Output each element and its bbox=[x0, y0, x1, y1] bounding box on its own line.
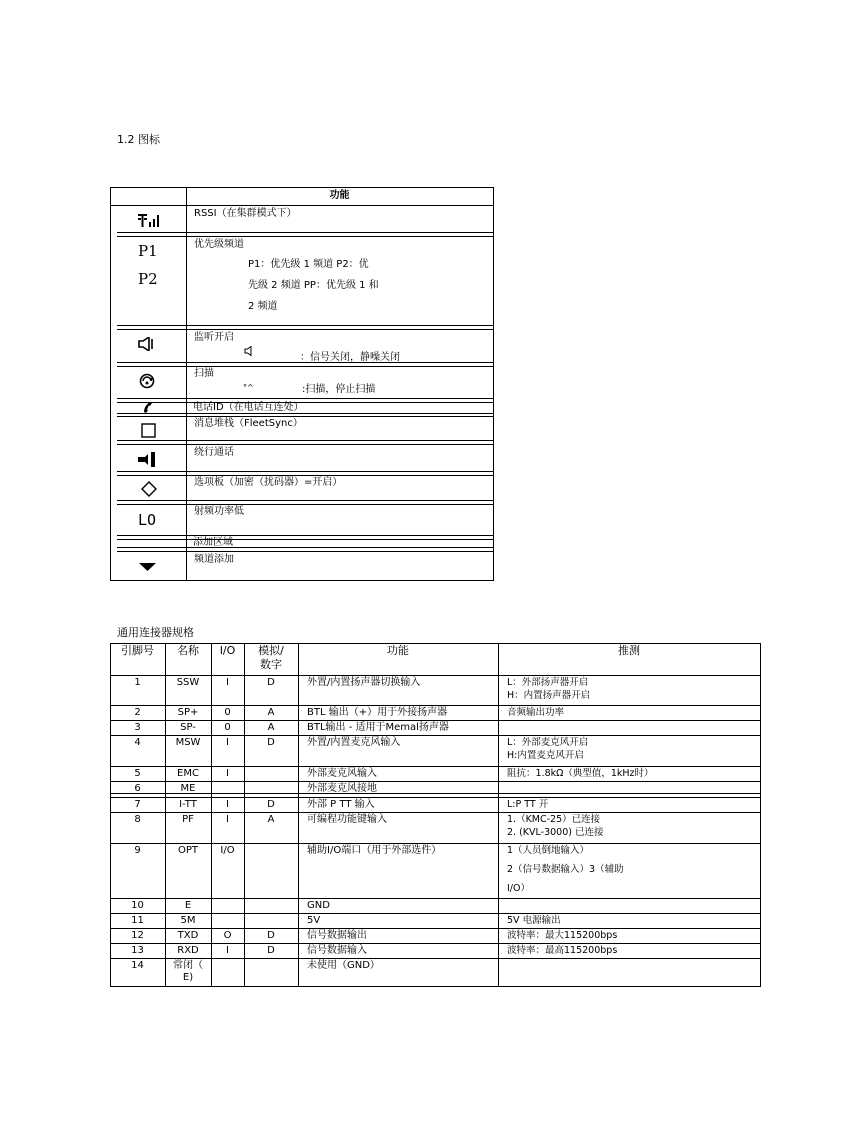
cell-func: 信号数据输入 bbox=[307, 945, 367, 956]
cell-guess-line: L：外部扬声器开启 bbox=[507, 677, 589, 688]
icon-desc-addzone: 添加区域 bbox=[193, 537, 233, 548]
cell-pin: 14 bbox=[131, 960, 144, 971]
cell-io: I bbox=[226, 945, 229, 956]
icon-desc-priority: 优先级频道 bbox=[194, 239, 244, 250]
cell-func: 外部麦克风接地 bbox=[307, 783, 377, 794]
icon-desc-monitor: 监听开启 bbox=[194, 332, 234, 343]
cell-ad: D bbox=[267, 930, 275, 941]
cell-io: O bbox=[223, 930, 232, 941]
icon-desc-talkaround: 绕行通话 bbox=[194, 447, 234, 458]
cell-name: OPT bbox=[177, 845, 198, 856]
cell-name: EMC bbox=[177, 768, 199, 779]
icon-desc-priority-line1: P1：优先级 1 频道 P2：优 bbox=[248, 259, 369, 270]
cell-io: 0 bbox=[224, 707, 231, 718]
cell-name-line2: E) bbox=[182, 972, 194, 983]
cell-ad: A bbox=[267, 722, 275, 733]
cell-pin: 12 bbox=[131, 930, 144, 941]
cell-guess-line: 波特率：最大115200bps bbox=[507, 930, 618, 941]
cell-io: I bbox=[226, 677, 229, 688]
cell-pin: 4 bbox=[134, 737, 141, 748]
cell-func: 外部麦克风输入 bbox=[307, 768, 377, 779]
cell-guess-line: L：外部麦克风开启 bbox=[507, 737, 589, 748]
icon-desc-scan-sub-glyph: °^ bbox=[243, 383, 254, 392]
icon-desc-lowpower: 射频功率低 bbox=[194, 506, 244, 517]
col-header-pin: 引脚号 bbox=[121, 644, 154, 657]
icon-desc-scan-sub: :扫描，停止扫描 bbox=[302, 384, 376, 395]
cell-name: SP- bbox=[180, 722, 196, 733]
cell-guess-line: 音频输出功率 bbox=[507, 707, 565, 718]
cell-guess-line: 5V 电源输出 bbox=[507, 915, 561, 926]
icon-desc-message: 消息堆栈（FleetSync） bbox=[194, 418, 303, 429]
cell-func: 信号数据输出 bbox=[307, 930, 367, 941]
icon-desc-option: 选项板（加密（扰码器）=开启） bbox=[194, 477, 343, 488]
cell-ad: A bbox=[267, 707, 275, 718]
cell-func: GND bbox=[307, 900, 330, 911]
cell-pin: 7 bbox=[134, 799, 141, 810]
cell-name: I-TT bbox=[179, 799, 197, 810]
cell-io: I bbox=[226, 768, 229, 779]
cell-io: I bbox=[226, 737, 229, 748]
cell-name: SP+ bbox=[177, 707, 199, 718]
cell-ad: D bbox=[267, 945, 275, 956]
cell-guess-line: 阻抗：1.8kΩ（典型值，1kHz时） bbox=[507, 768, 654, 779]
cell-name: E bbox=[184, 900, 192, 911]
cell-func: 辅助I/O端口（用于外部选件） bbox=[307, 845, 442, 856]
cell-pin: 6 bbox=[134, 783, 141, 794]
cell-guess-line: 1（人员倒地输入） bbox=[507, 845, 590, 856]
icon-desc-scan: 扫描 bbox=[194, 368, 214, 379]
section-title-connector: 通用连接器规格 bbox=[117, 626, 194, 639]
cell-pin: 3 bbox=[134, 722, 141, 733]
cell-name: 常闭（ bbox=[173, 960, 203, 971]
cell-ad: D bbox=[267, 737, 275, 748]
cell-guess-line: H：内置扬声器开启 bbox=[507, 690, 591, 701]
icon-desc-priority-line2: 先级 2 频道 PP：优先级 1 和 bbox=[248, 280, 379, 291]
cell-func: 外置/内置扬声器切换输入 bbox=[307, 677, 421, 688]
icon-desc-monitor-sub: ：信号关闭，静噪关闭 bbox=[300, 352, 400, 363]
icon-desc-priority-line3: 2 频道 bbox=[248, 301, 278, 312]
cell-func: BTL输出 - 适用于Memal扬声器 bbox=[307, 722, 449, 733]
cell-ad: A bbox=[267, 814, 275, 825]
cell-pin: 13 bbox=[131, 945, 144, 956]
cell-name: ME bbox=[180, 783, 196, 794]
cell-func: 5V bbox=[307, 915, 321, 926]
cell-func: 外部 P TT 输入 bbox=[307, 799, 375, 810]
cell-guess-line: 波特率：最高115200bps bbox=[507, 945, 618, 956]
cell-guess-line: 1.（KMC-25）已连接 bbox=[507, 814, 601, 825]
cell-guess-line: H:内置麦克风开启 bbox=[507, 750, 584, 761]
cell-name: 5M bbox=[180, 915, 196, 926]
cell-guess-line: 2（信号数据输入）3（辅助 bbox=[507, 864, 624, 875]
cell-pin: 9 bbox=[134, 845, 141, 856]
cell-io: I bbox=[226, 799, 229, 810]
cell-func: 未使用（GND） bbox=[307, 960, 380, 971]
cell-guess-line: 2. (KVL-3000) 已连接 bbox=[507, 827, 604, 838]
col-header-name: 名称 bbox=[177, 644, 199, 657]
priority-p1-glyph: P1 bbox=[138, 242, 158, 260]
icon-desc-rssi: RSSI（在集群模式下） bbox=[194, 208, 297, 219]
cell-pin: 10 bbox=[131, 900, 144, 911]
section-title-icons: 1.2 图标 bbox=[117, 133, 160, 146]
icon-desc-phone: 电话ID（在电话互连处） bbox=[193, 402, 304, 413]
col-header-ad-2: 数字 bbox=[260, 658, 282, 671]
cell-pin: 5 bbox=[134, 768, 141, 779]
cell-name: RXD bbox=[177, 945, 199, 956]
cell-pin: 2 bbox=[134, 707, 141, 718]
cell-io: I bbox=[226, 814, 229, 825]
cell-name: TXD bbox=[177, 930, 199, 941]
cell-func: BTL 输出（+）用于外接扬声器 bbox=[307, 707, 448, 718]
cell-ad: D bbox=[267, 677, 275, 688]
cell-name: SSW bbox=[176, 677, 200, 688]
col-header-ad-1: 模拟/ bbox=[258, 644, 284, 657]
cell-guess-line: L:P TT 开 bbox=[507, 799, 549, 810]
low-power-icon: LO bbox=[138, 511, 157, 529]
cell-guess-line: I/O） bbox=[507, 883, 530, 894]
cell-name: MSW bbox=[175, 737, 201, 748]
icon-desc-channeladd: 频道添加 bbox=[194, 554, 234, 565]
priority-p2-glyph: P2 bbox=[138, 270, 158, 288]
col-header-guess: 推测 bbox=[618, 644, 640, 657]
cell-pin: 1 bbox=[134, 677, 141, 688]
icons-header-function: 功能 bbox=[329, 190, 350, 201]
cell-io: I/O bbox=[220, 845, 235, 856]
cell-func: 外置/内置麦克风输入 bbox=[307, 737, 401, 748]
cell-name: PF bbox=[182, 814, 194, 825]
cell-pin: 8 bbox=[134, 814, 141, 825]
cell-ad: D bbox=[267, 799, 275, 810]
col-header-func: 功能 bbox=[387, 644, 409, 657]
cell-io: 0 bbox=[224, 722, 231, 733]
col-header-io: I/O bbox=[219, 644, 236, 657]
cell-func: 可编程功能键输入 bbox=[307, 814, 387, 825]
cell-pin: 11 bbox=[131, 915, 144, 926]
